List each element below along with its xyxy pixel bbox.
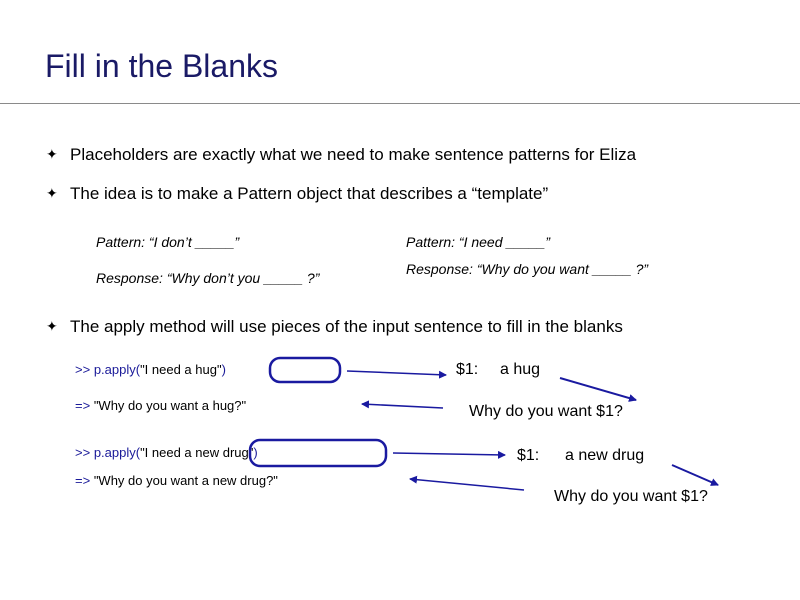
demo2-call-suffix: ) <box>253 445 258 460</box>
demo2-result-arrow: => <box>75 473 91 488</box>
four-point-star-icon: ✦ <box>46 146 58 162</box>
bullet-text-3: The apply method will use pieces of the input sentence to fill in the blanks <box>70 317 623 336</box>
demo2-var-value: a new drug <box>565 447 645 464</box>
left-response-example: Response: “Why don’t you _____ ?” <box>96 270 320 286</box>
demo2-highlight-oval <box>250 440 386 466</box>
left-pattern-example: Pattern: “I don’t _____” <box>96 234 240 250</box>
demo2-call-arg: "I need a new drug" <box>140 445 254 460</box>
four-point-star-icon: ✦ <box>46 318 58 334</box>
demo1-call-arg: "I need a hug" <box>140 362 222 377</box>
demo2-call-prefix: p.apply( <box>93 445 141 460</box>
demo1-capture-arrow <box>347 371 446 375</box>
demo2-var-label: $1: <box>517 447 540 464</box>
demo1-prompt: >> <box>75 362 91 377</box>
right-pattern-example: Pattern: “I need _____” <box>406 234 550 250</box>
demo1-var-label: $1: <box>456 361 479 378</box>
demo1-template: Why do you want $1? <box>469 403 623 420</box>
demo1-call-suffix: ) <box>221 362 226 377</box>
demo1-result-arrow-line <box>362 404 443 408</box>
demo1-highlight-oval <box>270 358 340 382</box>
demo2-result-arrow-line <box>410 479 524 490</box>
demo1-result: "Why do you want a hug?" <box>93 398 247 413</box>
slide-title: Fill in the Blanks <box>45 48 278 84</box>
demo2-capture-arrow <box>393 453 505 455</box>
bullet-text-2: The idea is to make a Pattern object that describes a “template” <box>70 184 549 203</box>
bullet-text-1: Placeholders are exactly what we need to make sentence patterns for Eliza <box>70 145 637 164</box>
four-point-star-icon: ✦ <box>46 185 58 201</box>
demo1-call-prefix: p.apply( <box>93 362 141 377</box>
demo2-fill-arrow <box>672 465 718 485</box>
demo1-fill-arrow <box>560 378 636 400</box>
demo2-result: "Why do you want a new drug?" <box>93 473 278 488</box>
demo1-result-arrow: => <box>75 398 91 413</box>
demo2-template: Why do you want $1? <box>554 488 708 505</box>
right-response-example: Response: “Why do you want _____ ?” <box>406 261 649 277</box>
demo1-var-value: a hug <box>500 361 541 378</box>
demo2-prompt: >> <box>75 445 91 460</box>
